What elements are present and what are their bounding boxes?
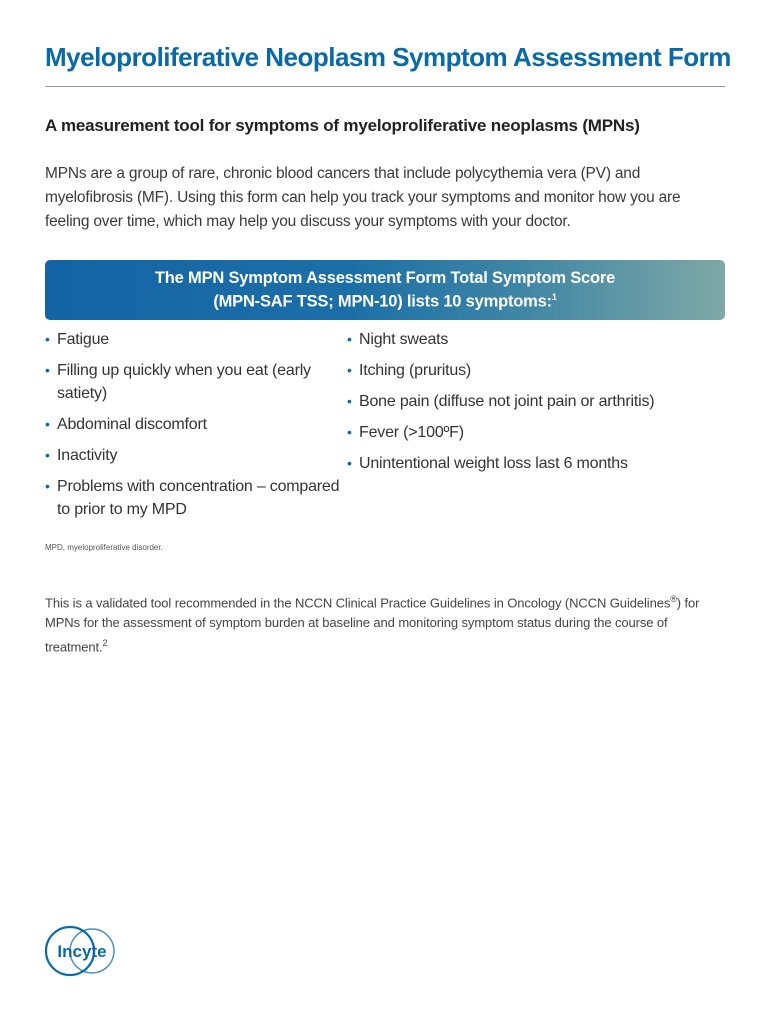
symptom-label: Itching (pruritus) bbox=[359, 362, 471, 379]
symptom-label: Inactivity bbox=[57, 447, 118, 464]
symptom-label: Fever (>100ºF) bbox=[359, 424, 464, 441]
abbreviation-footnote: MPD, myeloproliferative disorder. bbox=[45, 543, 163, 552]
symptom-label: Bone pain (diffuse not joint pain or arthritis) bbox=[359, 393, 655, 410]
symptom-label: Filling up quickly when you eat (early satiety) bbox=[57, 362, 311, 402]
section-heading: A measurement tool for symptoms of myeloproliferative neoplasms (MPNs) bbox=[45, 116, 640, 135]
symptom-item bbox=[347, 328, 677, 351]
symptom-list-left bbox=[45, 328, 345, 529]
intro-paragraph: MPNs are a group of rare, chronic blood cancers that include polycythemia vera (PV) and myelofibrosis (MF). Using this form can help you track your symptoms and monitor how you are feeling over time, which may help you discuss your symptoms with your doctor. bbox=[45, 165, 681, 230]
symptom-label: Unintentional weight loss last 6 months bbox=[359, 455, 628, 472]
banner-line-2 bbox=[45, 292, 725, 312]
symptom-label: Night sweats bbox=[359, 331, 449, 348]
bullet-icon: • bbox=[45, 447, 50, 463]
symptom-item bbox=[45, 359, 345, 405]
symptom-item bbox=[347, 390, 677, 413]
bullet-icon: • bbox=[45, 362, 50, 378]
bullet-icon: • bbox=[45, 331, 50, 347]
symptom-item bbox=[45, 413, 345, 436]
banner-superscript: 1 bbox=[551, 292, 557, 302]
symptom-item bbox=[347, 359, 677, 382]
banner-line-2-text: (MPN-SAF TSS; MPN-10) lists 10 symptoms: bbox=[213, 292, 552, 311]
banner-line-1: The MPN Symptom Assessment Form Total Symptom Score bbox=[154, 269, 616, 287]
symptom-label: Abdominal discomfort bbox=[57, 416, 207, 433]
bullet-icon: • bbox=[45, 478, 50, 494]
symptom-list-right bbox=[347, 328, 677, 483]
title-divider bbox=[45, 86, 725, 87]
symptom-label: Problems with concentration – compared to prior to my MPD bbox=[57, 478, 340, 518]
bullet-icon: • bbox=[347, 331, 352, 347]
symptom-item bbox=[45, 328, 345, 351]
bullet-icon: • bbox=[347, 424, 352, 440]
page-title: Myeloproliferative Neoplasm Symptom Assessment Form bbox=[45, 42, 731, 72]
validation-paragraph bbox=[45, 589, 715, 658]
symptom-item bbox=[347, 452, 677, 475]
incyte-logo bbox=[44, 922, 122, 980]
symptom-label: Fatigue bbox=[57, 331, 109, 348]
validation-text-2: ) for MPNs for the assessment of symptom burden at baseline and monitoring symptom status during the course of treatment. bbox=[45, 595, 700, 655]
symptom-item bbox=[347, 421, 677, 444]
symptom-item bbox=[45, 444, 345, 467]
validation-superscript: 2 bbox=[102, 638, 108, 649]
symptom-score-banner bbox=[45, 260, 725, 320]
registered-mark: ® bbox=[670, 594, 677, 604]
symptom-item bbox=[45, 475, 345, 521]
logo-wordmark: Incyte bbox=[57, 942, 107, 961]
validation-text-1: This is a validated tool recommended in the NCCN Clinical Practice Guidelines in Oncology (NCCN Guidelines bbox=[45, 595, 671, 611]
bullet-icon: • bbox=[347, 362, 352, 378]
bullet-icon: • bbox=[347, 455, 352, 471]
bullet-icon: • bbox=[45, 416, 50, 432]
bullet-icon: • bbox=[347, 393, 352, 409]
